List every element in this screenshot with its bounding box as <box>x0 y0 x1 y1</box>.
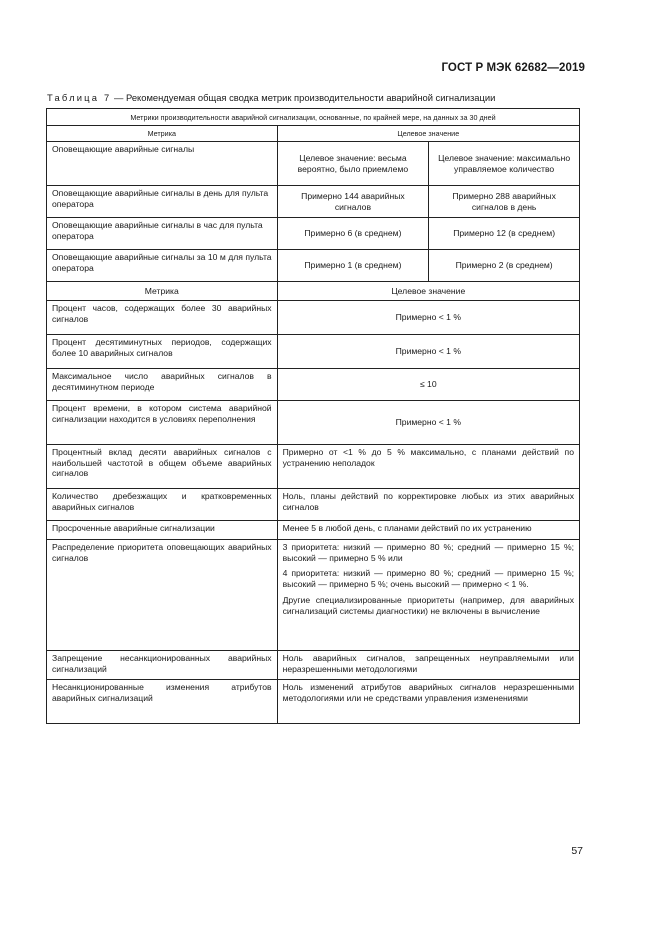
table-top-header: Метрики производительности аварийной сигнализации, основанные, по крайней мере, на данных за 30 дней <box>47 109 580 126</box>
metric-cell: Оповещающие аварийные сигналы за 10 м для пульта оператора <box>47 250 278 282</box>
metric-cell: Процент десятиминутных периодов, содержащих более 10 аварийных сигналов <box>47 335 278 369</box>
value-cell: Ноль изменений атрибутов аварийных сигналов неразрешенными методологиями или не средствами управления изменениями <box>277 680 579 724</box>
table-row <box>47 651 580 680</box>
metric-cell: Оповещающие аварийные сигналы в час для пульта оператора <box>47 218 278 250</box>
table-row <box>47 369 580 401</box>
value-cell: Ноль, планы действий по корректировке любых из этих аварийных сигналов <box>277 489 579 521</box>
page-number: 57 <box>571 845 583 857</box>
value-cell: Примерно 12 (в среднем) <box>429 218 580 250</box>
metric-cell: Несанкционированные изменения атрибутов аварийных сигнализаций <box>47 680 278 724</box>
priority-paragraph: Другие специализированные приоритеты (например, для аварийных сигнализаций системы диагностики) не включены в вычисление <box>282 594 574 616</box>
table-row <box>47 401 580 445</box>
section1-col-b-header: Целевое значение: максимально управляемое количество <box>429 142 580 186</box>
value-cell: Менее 5 в любой день, с планами действий по их устранению <box>277 521 579 540</box>
value-cell: Примерно < 1 % <box>277 401 579 445</box>
metric-cell: Максимальное число аварийных сигналов в десятиминутном периоде <box>47 369 278 401</box>
table-row <box>47 680 580 724</box>
metric-cell: Процент часов, содержащих более 30 аварийных сигналов <box>47 301 278 335</box>
table-row <box>47 489 580 521</box>
value-cell <box>277 540 579 651</box>
value-cell: Примерно < 1 % <box>277 335 579 369</box>
mid-header-metric: Метрика <box>47 282 278 301</box>
table-row <box>47 335 580 369</box>
table-row <box>47 540 580 651</box>
value-cell: Примерно 6 (в среднем) <box>277 218 429 250</box>
value-cell: Примерно < 1 % <box>277 301 579 335</box>
value-cell: ≤ 10 <box>277 369 579 401</box>
document-id: ГОСТ Р МЭК 62682—2019 <box>441 62 585 74</box>
priority-paragraph: 3 приоритета: низкий — примерно 80 %; средний — примерно 15 %; высокий — примерно 5 % или <box>282 542 574 563</box>
metric-cell: Запрещение несанкционированных аварийных сигнализаций <box>47 651 278 680</box>
table-row <box>47 521 580 540</box>
table-row <box>47 218 580 250</box>
metric-cell: Процент времени, в котором система аварийной сигнализации находится в условиях переполнения <box>47 401 278 445</box>
priority-paragraph: 4 приоритета: низкий — примерно 80 %; средний — примерно 15 %; высокий — примерно 5 %; очень высокий — примерно < 1 %. <box>282 568 574 590</box>
mid-header-target: Целевое значение <box>277 282 579 301</box>
value-cell: Примерно 1 (в среднем) <box>277 250 429 282</box>
table-caption-text: — Рекомендуемая общая сводка метрик производительности аварийной сигнализации <box>111 92 496 103</box>
value-cell: Примерно 144 аварийных сигналов <box>277 186 429 218</box>
metric-cell: Оповещающие аварийные сигналы в день для пульта оператора <box>47 186 278 218</box>
section1-row-label: Оповещающие аварийные сигналы <box>47 142 278 186</box>
metric-cell: Процентный вклад десяти аварийных сигналов с наибольшей частотой в общем объеме аварийных сигналов <box>47 445 278 489</box>
column-header-target: Целевое значение <box>277 126 579 142</box>
metric-cell: Количество дребезжащих и кратковременных аварийных сигналов <box>47 489 278 521</box>
section1-col-a-header: Целевое значение: весьма вероятно, было приемлемо <box>277 142 429 186</box>
value-cell: Примерно от <1 % до 5 % максимально, с планами действий по устранению неполадок <box>277 445 579 489</box>
table-caption-label: Таблица 7 <box>47 92 112 103</box>
value-cell: Ноль аварийных сигналов, запрещенных неуправляемыми или неразрешенными методологиями <box>277 651 579 680</box>
table-row <box>47 301 580 335</box>
metric-cell: Просроченные аварийные сигнализации <box>47 521 278 540</box>
table-caption <box>47 92 495 103</box>
value-cell: Примерно 2 (в среднем) <box>429 250 580 282</box>
metric-cell: Распределение приоритета оповещающих аварийных сигналов <box>47 540 278 651</box>
table-row <box>47 186 580 218</box>
table-row <box>47 445 580 489</box>
column-header-metric: Метрика <box>47 126 278 142</box>
value-cell: Примерно 288 аварийных сигналов в день <box>429 186 580 218</box>
metrics-table <box>46 108 580 724</box>
table-row <box>47 250 580 282</box>
